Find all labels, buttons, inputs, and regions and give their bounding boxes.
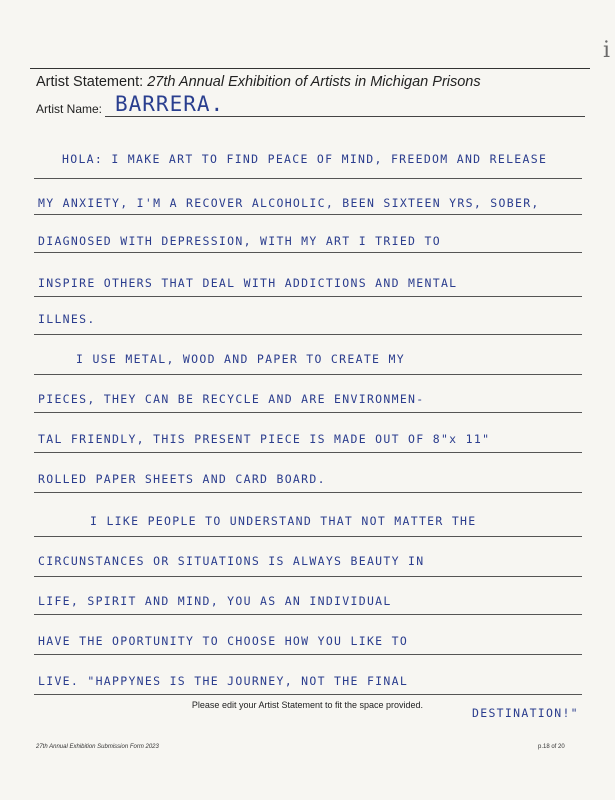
title-main: 27th Annual Exhibition of Artists in Michigan Prisons	[147, 74, 481, 90]
margin-mark: i	[603, 38, 611, 63]
ruled-line	[34, 252, 582, 253]
ruled-line	[34, 214, 582, 215]
footer-page-number: p.18 of 20	[538, 744, 565, 750]
ruled-line	[34, 614, 582, 615]
statement-line-last: DESTINATION!"	[472, 706, 579, 720]
statement-line: MY ANXIETY, I'M A RECOVER ALCOHOLIC, BEEN SIXTEEN YRS, SOBER,	[38, 196, 540, 210]
statement-line: LIFE, SPIRIT AND MIND, YOU AS AN INDIVIDUAL	[38, 594, 392, 608]
ruled-line	[34, 178, 582, 179]
ruled-line	[34, 452, 582, 453]
form-instruction: Please edit your Artist Statement to fit the space provided.	[191, 700, 424, 710]
statement-line: I USE METAL, WOOD AND PAPER TO CREATE MY	[76, 352, 405, 366]
statement-line: PIECES, THEY CAN BE RECYCLE AND ARE ENVIRONMEN-	[38, 392, 425, 406]
statement-line: LIVE. "HAPPYNES IS THE JOURNEY, NOT THE FINAL	[38, 674, 409, 688]
statement-line: HAVE THE OPORTUNITY TO CHOOSE HOW YOU LIKE TO	[38, 634, 409, 648]
statement-line: TAL FRIENDLY, THIS PRESENT PIECE IS MADE OUT OF 8"x 11"	[38, 432, 491, 446]
ruled-line	[34, 576, 582, 577]
statement-line: HOLA: I MAKE ART TO FIND PEACE OF MIND, FREEDOM AND RELEASE	[62, 152, 548, 166]
ruled-line	[34, 296, 582, 297]
statement-line: CIRCUNSTANCES OR SITUATIONS IS ALWAYS BEAUTY IN	[38, 554, 425, 568]
statement-line: ILLNES.	[38, 312, 96, 326]
ruled-line	[34, 492, 582, 493]
ruled-line	[34, 374, 582, 375]
statement-line: I LIKE PEOPLE TO UNDERSTAND THAT NOT MATTER THE	[90, 514, 477, 528]
artist-name-value: BARRERA.	[115, 92, 225, 116]
statement-line: DIAGNOSED WITH DEPRESSION, WITH MY ART I TRIED TO	[38, 234, 441, 248]
ruled-line	[34, 412, 582, 413]
artist-name-underline	[105, 116, 585, 117]
form-title	[36, 74, 481, 90]
ruled-line	[34, 654, 582, 655]
ruled-line	[34, 536, 582, 537]
statement-line: ROLLED PAPER SHEETS AND CARD BOARD.	[38, 472, 326, 486]
artist-name-label: Artist Name:	[36, 102, 103, 116]
statement-line: INSPIRE OTHERS THAT DEAL WITH ADDICTIONS AND MENTAL	[38, 276, 458, 290]
header-rule	[30, 68, 590, 69]
ruled-line	[34, 694, 582, 695]
ruled-line	[34, 334, 582, 335]
title-prefix: Artist Statement:	[36, 74, 148, 90]
footer-form-name: 27th Annual Exhibition Submission Form 2023	[36, 744, 159, 750]
